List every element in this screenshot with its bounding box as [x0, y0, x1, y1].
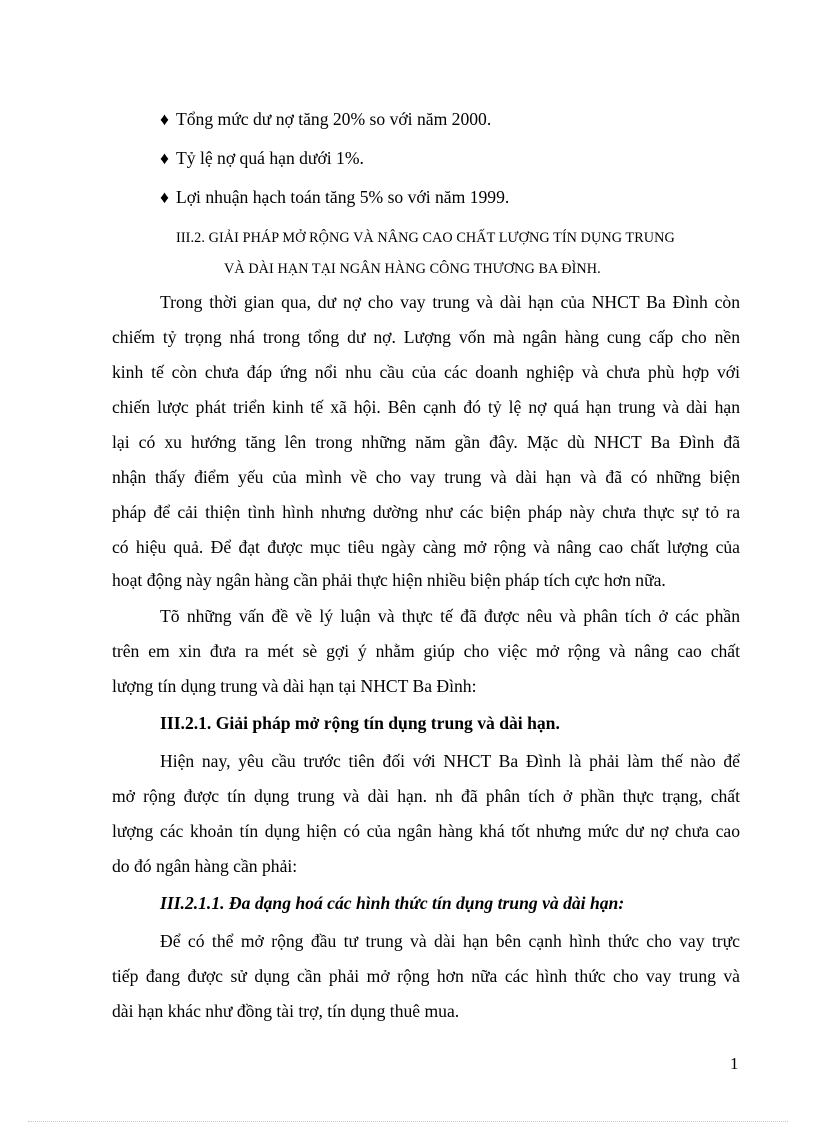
- paragraph-1-line: pháp để cải thiện tình hình nhưng dường như các biện pháp này chưa thực sự tỏ ra: [112, 502, 740, 522]
- paragraph-3-line: Hiện nay, yêu cầu trước tiên đối với NHCT Ba Đình là phải làm thế nào để: [160, 751, 740, 771]
- paragraph-3-line: do đó ngân hàng cần phải:: [112, 856, 298, 876]
- paragraph-1-line: chiếm tỷ trọng nhá trong tổng dư nợ. Lượng vốn mà ngân hàng cung cấp cho nền: [112, 327, 740, 347]
- paragraph-2-line: Tõ những vấn đề về lý luận và thực tế đã được nêu và phân tích ở các phần: [160, 606, 740, 626]
- subheading-3-2-1: III.2.1. Giải pháp mở rộng tín dụng trung và dài hạn.: [160, 713, 560, 733]
- bullet-item: [160, 108, 788, 130]
- diamond-bullet-icon: ♦: [160, 148, 169, 168]
- paragraph-1-line: lại có xu hướng tăng lên trong những năm gần đây. Mặc dù NHCT Ba Đình đã: [112, 432, 740, 452]
- diamond-bullet-icon: ♦: [160, 187, 169, 207]
- section-heading-line-2: VÀ DÀI HẠN TẠI NGÂN HÀNG CÔNG THƯƠNG BA ĐÌNH.: [224, 261, 601, 277]
- bullet-item: [160, 147, 788, 169]
- diamond-bullet-icon: ♦: [160, 109, 169, 129]
- bullet-text: Tỷ lệ nợ quá hạn dưới 1%.: [176, 148, 364, 168]
- bullet-text: Tổng mức dư nợ tăng 20% so với năm 2000.: [176, 109, 492, 129]
- paragraph-1-line: có hiệu quả. Để đạt được mục tiêu ngày càng mở rộng và nâng cao chất lượng của: [112, 537, 740, 557]
- paragraph-1-line: kinh tế còn chưa đáp ứng nổi nhu cầu của các doanh nghiệp và chưa phù hợp với: [112, 362, 740, 382]
- paragraph-1-line: Trong thời gian qua, dư nợ cho vay trung và dài hạn của NHCT Ba Đình còn: [160, 292, 740, 312]
- paragraph-4-line: dài hạn khác như đồng tài trợ, tín dụng thuê mua.: [112, 1001, 460, 1021]
- paragraph-1-line: hoạt động này ngân hàng cần phải thực hiện nhiều biện pháp tích cực hơn nữa.: [112, 570, 666, 590]
- paragraph-1-line: chiến lược phát triển kinh tế xã hội. Bên cạnh đó tỷ lệ nợ quá hạn trung và dài hạn: [112, 397, 740, 417]
- page-bottom-rule: [28, 1121, 788, 1122]
- paragraph-4-line: Để có thể mở rộng đầu tư trung và dài hạn bên cạnh hình thức cho vay trực: [160, 931, 740, 951]
- subheading-3-2-1-1: III.2.1.1. Đa dạng hoá các hình thức tín dụng trung và dài hạn:: [160, 893, 625, 913]
- paragraph-2-line: trên em xin đưa ra mét sè gợi ý nhằm giúp cho việc mở rộng và nâng cao chất: [112, 641, 740, 661]
- page-number: 1: [730, 1054, 739, 1073]
- bullet-item: [160, 186, 788, 208]
- paragraph-2-line: lượng tín dụng trung và dài hạn tại NHCT Ba Đình:: [112, 676, 477, 696]
- paragraph-3-line: lượng các khoản tín dụng hiện có của ngân hàng khá tốt nhưng mức dư nợ chưa cao: [112, 821, 740, 841]
- paragraph-3-line: mở rộng được tín dụng trung và dài hạn. nh đã phân tích ở phần thực trạng, chất: [112, 786, 740, 806]
- paragraph-1-line: nhận thấy điểm yếu của mình về cho vay trung và dài hạn và đã có những biện: [112, 467, 740, 487]
- bullet-text: Lợi nhuận hạch toán tăng 5% so với năm 1999.: [176, 187, 510, 207]
- section-heading-line-1: III.2. GIẢI PHÁP MỞ RỘNG VÀ NÂNG CAO CHẤT LƯỢNG TÍN DỤNG TRUNG: [176, 230, 675, 246]
- paragraph-4-line: tiếp đang được sử dụng cần phải mở rộng hơn nữa các hình thức cho vay trung và: [112, 966, 740, 986]
